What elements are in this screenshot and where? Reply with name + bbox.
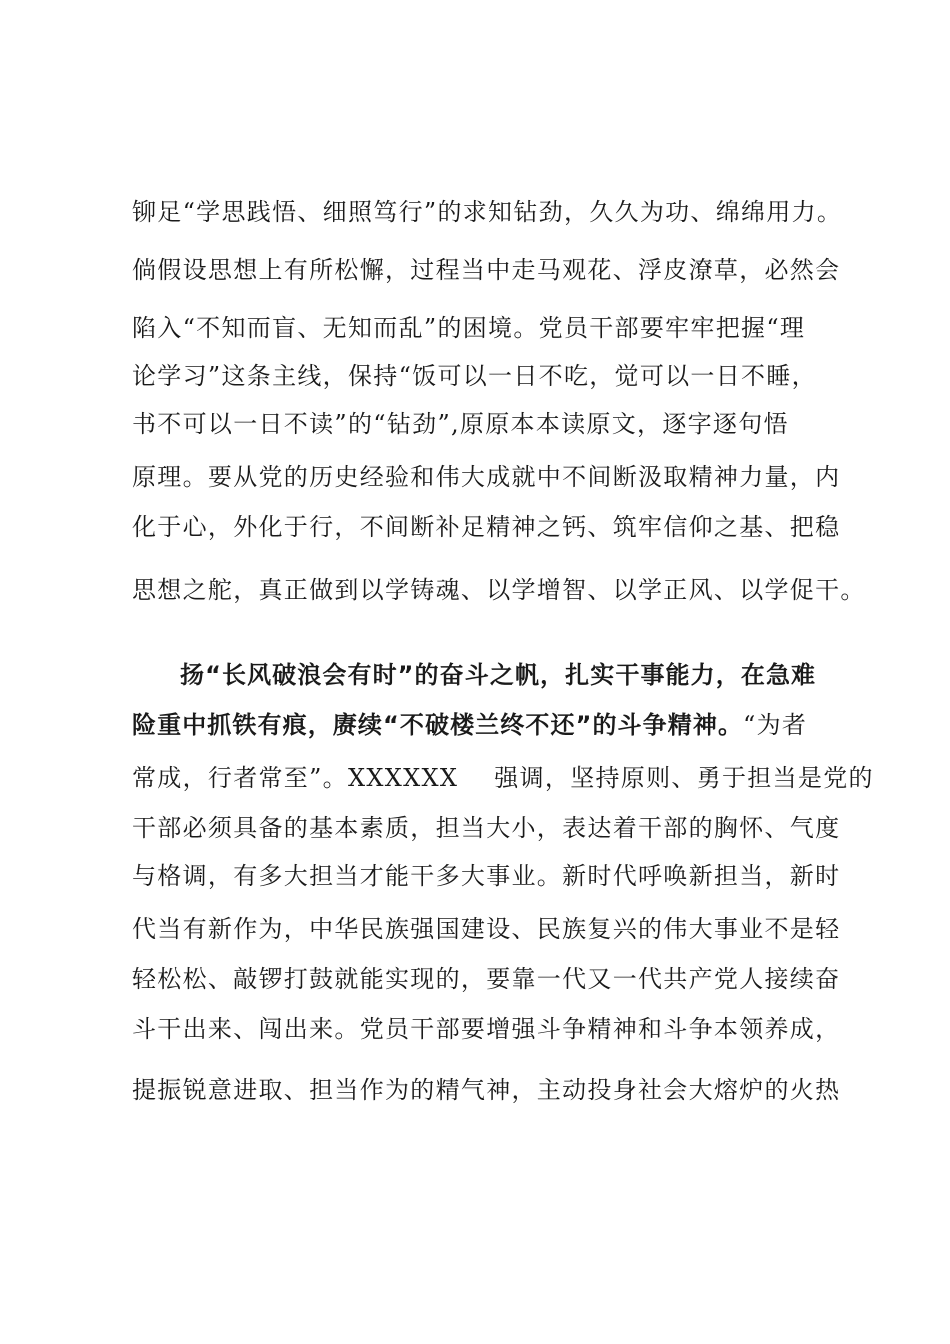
paragraph-1-line-1: 铆足“学思践悟、细照笃行”的求知钻劲，久久为功、绵绵用力。: [132, 198, 843, 226]
paragraph-2-line-3: [132, 763, 874, 793]
paragraph-2-line-4: 干部必须具备的基本素质，担当大小，表达着干部的胸怀、气度: [132, 814, 841, 842]
paragraph-2-line-7: 轻松松、敲锣打鼓就能实现的，要靠一代又一代共产党人接续奋: [132, 965, 841, 993]
paragraph-2-heading-line-2: 险重中抓铁有痕，赓续“不破楼兰终不还”的斗争精神。: [132, 711, 744, 739]
paragraph-2-line-8: 斗干出来、闯出来。党员干部要增强斗争精神和斗争本领养成，: [132, 1015, 841, 1043]
paragraph-1-line-3: 陷入“不知而盲、无知而乱”的困境。党员干部要牢牢把握“理: [132, 314, 806, 342]
paragraph-2-line-3-part-a: 常成，行者常至”。XXXXXX: [132, 764, 459, 792]
paragraph-2-line-5: 与格调，有多大担当才能干多大事业。新时代呼唤新担当，新时: [132, 862, 841, 890]
paragraph-1-line-4: 论学习”这条主线，保持“饭可以一日不吃，觉可以一日不睡，: [132, 362, 817, 390]
paragraph-2-line-2: [132, 710, 832, 740]
paragraph-2-quote-start: “为者: [743, 711, 808, 739]
paragraph-2-line-6: 代当有新作为，中华民族强国建设、民族复兴的伟大事业不是轻: [132, 915, 841, 943]
paragraph-1-line-6: 原理。要从党的历史经验和伟大成就中不间断汲取精神力量，内: [132, 463, 841, 491]
paragraph-1-line-2: 倘假设思想上有所松懈，过程当中走马观花、浮皮潦草，必然会: [132, 256, 841, 284]
paragraph-1-line-5: 书不可以一日不读”的“钻劲”,原原本本读原文，逐字逐句悟: [132, 410, 789, 438]
paragraph-1-line-7: 化于心，外化于行，不间断补足精神之钙、筑牢信仰之基、把稳: [132, 513, 841, 541]
paragraph-1-line-8: 思想之舵，真正做到以学铸魂、以学增智、以学正风、以学促干。: [132, 576, 866, 604]
paragraph-2-heading-line-1: 扬“长风破浪会有时”的奋斗之帆，扎实干事能力，在急难: [180, 661, 817, 689]
paragraph-2-line-9: 提振锐意进取、担当作为的精气神，主动投身社会大熔炉的火热: [132, 1076, 841, 1104]
paragraph-2-line-3-part-b: 强调，坚持原则、勇于担当是党的: [494, 764, 874, 792]
